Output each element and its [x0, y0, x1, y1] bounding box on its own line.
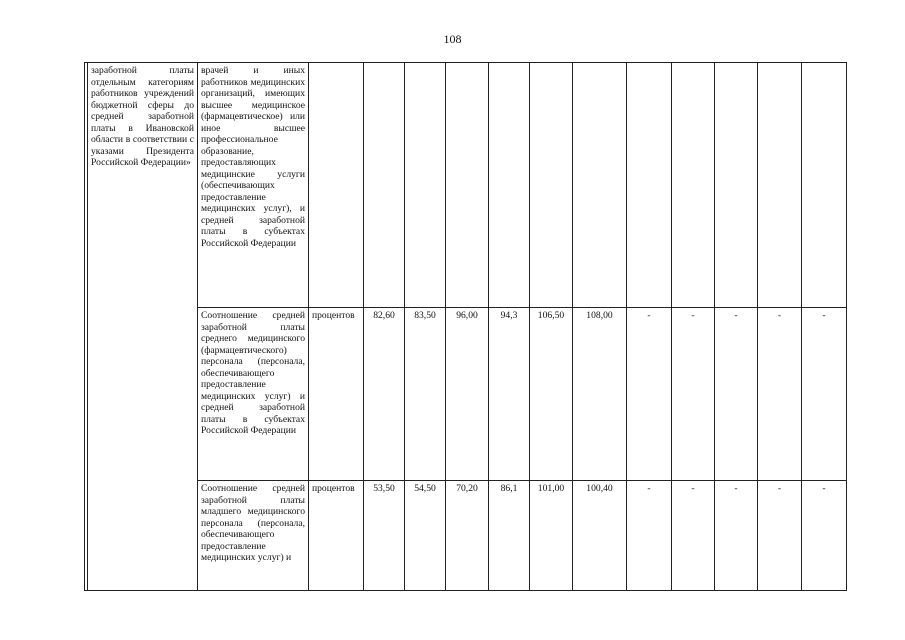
value-cell: 106,50 — [530, 308, 573, 481]
indicators-table — [84, 62, 847, 591]
value-cell: - — [758, 481, 802, 591]
value-cell: 53,50 — [364, 481, 405, 591]
value-cell: 96,00 — [446, 308, 489, 481]
value-cell: 86,1 — [489, 481, 530, 591]
program-name-cell: заработной платы отдельным категориям работников учреждений бюджетной сферы до средней заработной платы в Ивановской области в соответствии с указами Президента Российской Федерации» — [88, 63, 198, 591]
value-cell: 70,20 — [446, 481, 489, 591]
indicator-cell: Соотношение средней заработной платы среднего медицинского (фармацевтического) персонала (персонала, обеспечивающего предоставление медицинских услуг) и средней заработной платы в субъектах Российской Федерации — [198, 308, 309, 481]
table-row — [85, 481, 847, 591]
value-cell: - — [627, 308, 672, 481]
value-cell: - — [758, 308, 802, 481]
value-cell: - — [802, 481, 847, 591]
indicator-cell: Соотношение средней заработной платы младшего медицинского персонала (персонала, обеспечивающего предоставление медицинских услуг) и — [198, 481, 309, 591]
value-cell: 100,40 — [573, 481, 627, 591]
value-cell: - — [715, 308, 758, 481]
value-cell: 82,60 — [364, 308, 405, 481]
value-cell: - — [715, 481, 758, 591]
page-number: 108 — [443, 32, 462, 46]
value-cell: 54,50 — [405, 481, 446, 591]
unit-cell: процентов — [309, 308, 364, 481]
value-cell: 94,3 — [489, 308, 530, 481]
value-cell: - — [672, 481, 715, 591]
table-row — [85, 308, 847, 481]
value-cell: - — [672, 308, 715, 481]
value-cell: - — [627, 481, 672, 591]
value-cell: 83,50 — [405, 308, 446, 481]
table-row — [85, 63, 847, 308]
indicator-cell: врачей и иных работников медицинских организаций, имеющих высшее медицинское (фармацевтическое) или иное высшее профессиональное образование, предоставляющих медицинские услуги (обеспечивающих предоставление медицинских услуг), и средней заработной платы в субъектах Российской Федерации — [198, 63, 309, 308]
value-cell: 108,00 — [573, 308, 627, 481]
value-cell: - — [802, 308, 847, 481]
value-cell: 101,00 — [530, 481, 573, 591]
unit-cell: процентов — [309, 481, 364, 591]
